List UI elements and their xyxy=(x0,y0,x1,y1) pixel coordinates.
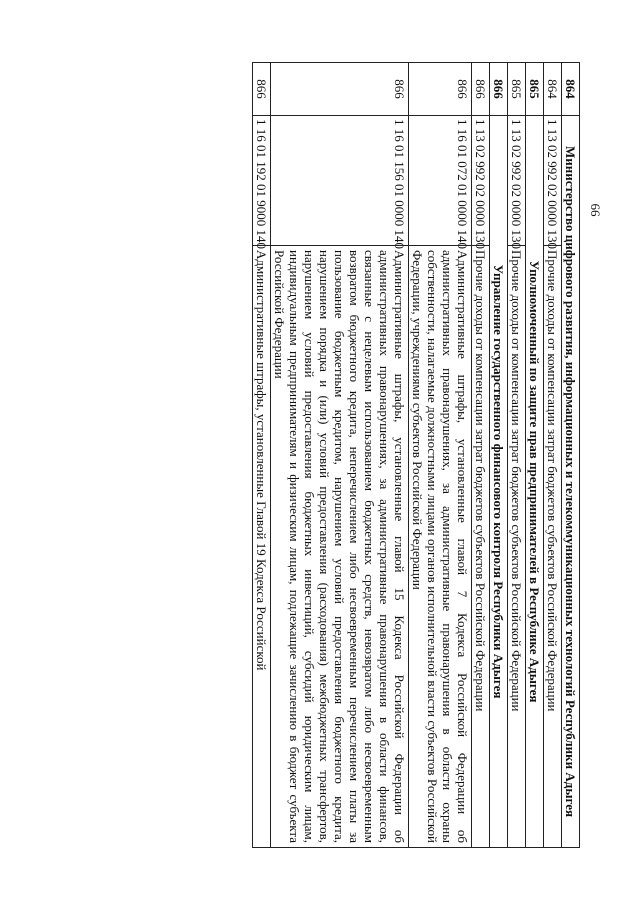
table-row xyxy=(544,63,562,848)
admin-code: 865 xyxy=(526,63,544,116)
admin-code: 864 xyxy=(544,63,562,116)
admin-title: Министерство цифрового развития, информационных и телекоммуникационных технологий Республики Адыгея xyxy=(562,116,580,848)
rotated-table-container xyxy=(90,62,580,847)
budget-code: 1 16 01 156 01 0000 140 xyxy=(271,116,409,246)
revenue-description: Административные штрафы, установленные главой 15 Кодекса Российской Федерации об административных правонарушениях, за административные правонарушения в области финансов, связанные с нецелевым использованием бюджетных средств, невозвратом либо несвоевременным возвратом бюджетного кредита, неперечислением либо несвоевременным перечислением платы за пользование бюджетным кредитом, нарушением условий предоставления бюджетного кредита, нарушением порядка и (или) условий предоставления (расходования) межбюджетных трансфертов, нарушением условий предоставления бюджетных инвестиций, субсидий юридическим лицам, индивидуальным предпринимателям и физическим лицам, подлежащие зачислению в бюджет субъекта Российской Федерации xyxy=(271,246,409,848)
admin-code: 866 xyxy=(472,63,490,116)
revenue-description: Прочие доходы от компенсации затрат бюджетов субъектов Российской Федерации xyxy=(472,246,490,848)
budget-code: 1 13 02 992 02 0000 130 xyxy=(472,116,490,246)
admin-title: Уполномоченный по защите прав предпринимателей в Республике Адыгея xyxy=(526,116,544,848)
table-row xyxy=(271,63,409,848)
page-number: 66 xyxy=(588,203,603,217)
admin-code: 866 xyxy=(490,63,508,116)
budget-revenue-table xyxy=(252,62,580,848)
table-row xyxy=(472,63,490,848)
revenue-description: Прочие доходы от компенсации затрат бюджетов субъектов Российской Федерации xyxy=(544,246,562,848)
admin-code: 866 xyxy=(409,63,472,116)
table-row xyxy=(508,63,526,848)
revenue-description: Административные штрафы, установленные главой 7 Кодекса Российской Федерации об административных правонарушениях, за административные правонарушения в области охраны собственности, налагаемые должностными лицами органов исполнительной власти субъектов Российской Федерации, учреждениями субъектов Российской Федерации xyxy=(409,246,472,848)
table-row-header xyxy=(562,63,580,848)
budget-code: 1 16 01 192 01 9000 140 xyxy=(253,116,271,246)
budget-code: 1 13 02 992 02 0000 130 xyxy=(508,116,526,246)
admin-code: 866 xyxy=(253,63,271,116)
budget-code: 1 13 02 992 02 0000 130 xyxy=(544,116,562,246)
table-row xyxy=(409,63,472,848)
admin-title: Управление государственного финансового контроля Республики Адыгея xyxy=(490,116,508,848)
revenue-description: Прочие доходы от компенсации затрат бюджетов субъектов Российской Федерации xyxy=(508,246,526,848)
admin-code: 866 xyxy=(271,63,409,116)
table-row xyxy=(253,63,271,848)
budget-code: 1 16 01 072 01 0000 140 xyxy=(409,116,472,246)
table-row-header xyxy=(526,63,544,848)
table-row-header xyxy=(490,63,508,848)
admin-code: 864 xyxy=(562,63,580,116)
revenue-description: Административные штрафы, установленные Главой 19 Кодекса Российской xyxy=(253,246,271,848)
admin-code: 865 xyxy=(508,63,526,116)
